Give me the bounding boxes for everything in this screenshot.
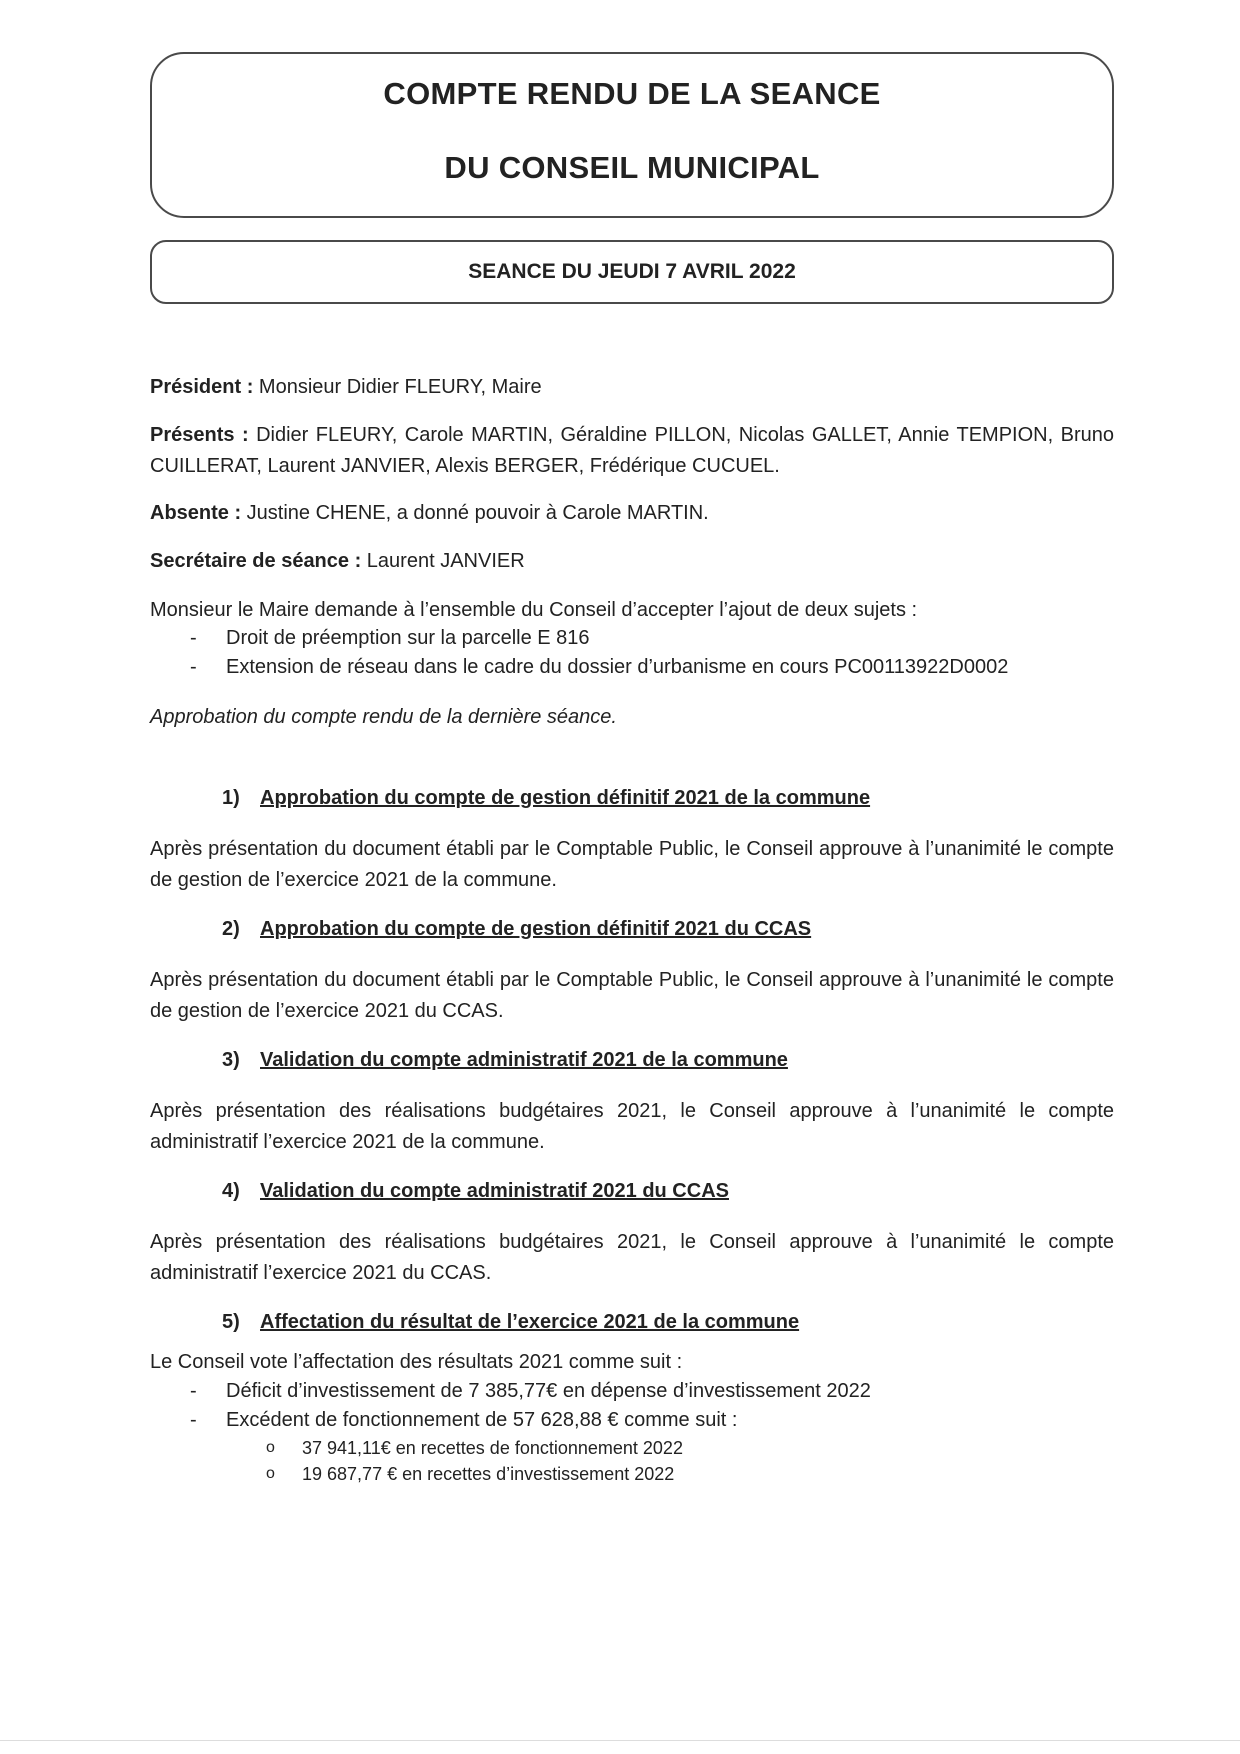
section-heading-3 (150, 1045, 1114, 1076)
secretaire-value: Laurent JANVIER (361, 550, 525, 572)
section-heading-1 (150, 783, 1114, 814)
intro-text: Monsieur le Maire demande à l’ensemble du Conseil d’accepter l’ajout de deux sujets : (150, 599, 918, 621)
scan-edge-line (0, 1740, 1240, 1741)
list-item: o 37 941,11€ en recettes de fonctionnement 2022 (150, 1435, 1114, 1461)
document-title-line-2: DU CONSEIL MUNICIPAL (444, 150, 820, 185)
presents-label: Présents : (150, 424, 249, 446)
section-number: 1) (222, 787, 240, 809)
section-body-1: Après présentation du document établi par le Comptable Public, le Conseil approuve à l’unanimité le compte de gestion de l’exercice 2021 de la commune. (150, 838, 1114, 891)
attendance-block (150, 372, 1114, 577)
section-body-4: Après présentation des réalisations budgétaires 2021, le Conseil approuve à l’unanimité le compte administratif l’exercice 2021 du CCAS. (150, 1231, 1114, 1284)
list-item: o 19 687,77 € en recettes d’investissement 2022 (150, 1461, 1114, 1487)
section-number: 3) (222, 1049, 240, 1071)
section-body-2: Après présentation du document établi par le Comptable Public, le Conseil approuve à l’unanimité le compte de gestion de l’exercice 2021 du CCAS. (150, 969, 1114, 1022)
section-title: Validation du compte administratif 2021 de la commune (260, 1049, 788, 1071)
absente-value: Justine CHENE, a donné pouvoir à Carole MARTIN. (241, 502, 709, 524)
absente-label: Absente : (150, 502, 242, 524)
presents-value: Didier FLEURY, Carole MARTIN, Géraldine PILLON, Nicolas GALLET, Annie TEMPION, Bruno CUILLERAT, Laurent JANVIER, Alexis BERGER, Frédérique CUCUEL. (150, 424, 1114, 477)
section-number: 5) (222, 1311, 240, 1333)
document-title-line-1: COMPTE RENDU DE LA SEANCE (383, 76, 881, 111)
list-item: - Excédent de fonctionnement de 57 628,88 € comme suit : (150, 1406, 1114, 1435)
section-heading-5 (150, 1307, 1114, 1338)
title-box (150, 52, 1114, 218)
approval-text: Approbation du compte rendu de la dernière séance. (150, 706, 617, 728)
secretaire-label: Secrétaire de séance : (150, 550, 362, 572)
list-item: - Extension de réseau dans le cadre du dossier d’urbanisme en cours PC00113922D0002 (150, 653, 1114, 682)
document-content (150, 372, 1114, 1487)
section-number: 2) (222, 918, 240, 940)
intro-list (150, 624, 1114, 682)
section-title: Validation du compte administratif 2021 du CCAS (260, 1180, 729, 1202)
absente-line (150, 498, 1114, 529)
section-title: Affectation du résultat de l’exercice 2021 de la commune (260, 1311, 800, 1333)
list-item: - Droit de préemption sur la parcelle E 816 (150, 624, 1114, 653)
section-body-3: Après présentation des réalisations budgétaires 2021, le Conseil approuve à l’unanimité le compte administratif l’exercice 2021 de la commune. (150, 1100, 1114, 1153)
affectation-list (150, 1377, 1114, 1435)
presents-line (150, 420, 1114, 482)
president-label: Président : (150, 376, 254, 398)
section-number: 4) (222, 1180, 240, 1202)
section-title: Approbation du compte de gestion définitif 2021 du CCAS (260, 918, 812, 940)
session-date: SEANCE DU JEUDI 7 AVRIL 2022 (468, 260, 796, 283)
section-title: Approbation du compte de gestion définitif 2021 de la commune (260, 787, 871, 809)
secretaire-line (150, 546, 1114, 577)
session-date-box (150, 240, 1114, 304)
list-item: - Déficit d’investissement de 7 385,77€ en dépense d’investissement 2022 (150, 1377, 1114, 1406)
section-body-5: Le Conseil vote l’affectation des résultats 2021 comme suit : (150, 1351, 683, 1373)
president-value: Monsieur Didier FLEURY, Maire (253, 376, 542, 398)
section-heading-2 (150, 914, 1114, 945)
president-line (150, 372, 1114, 403)
affectation-sublist (150, 1435, 1114, 1487)
section-heading-4 (150, 1176, 1114, 1207)
